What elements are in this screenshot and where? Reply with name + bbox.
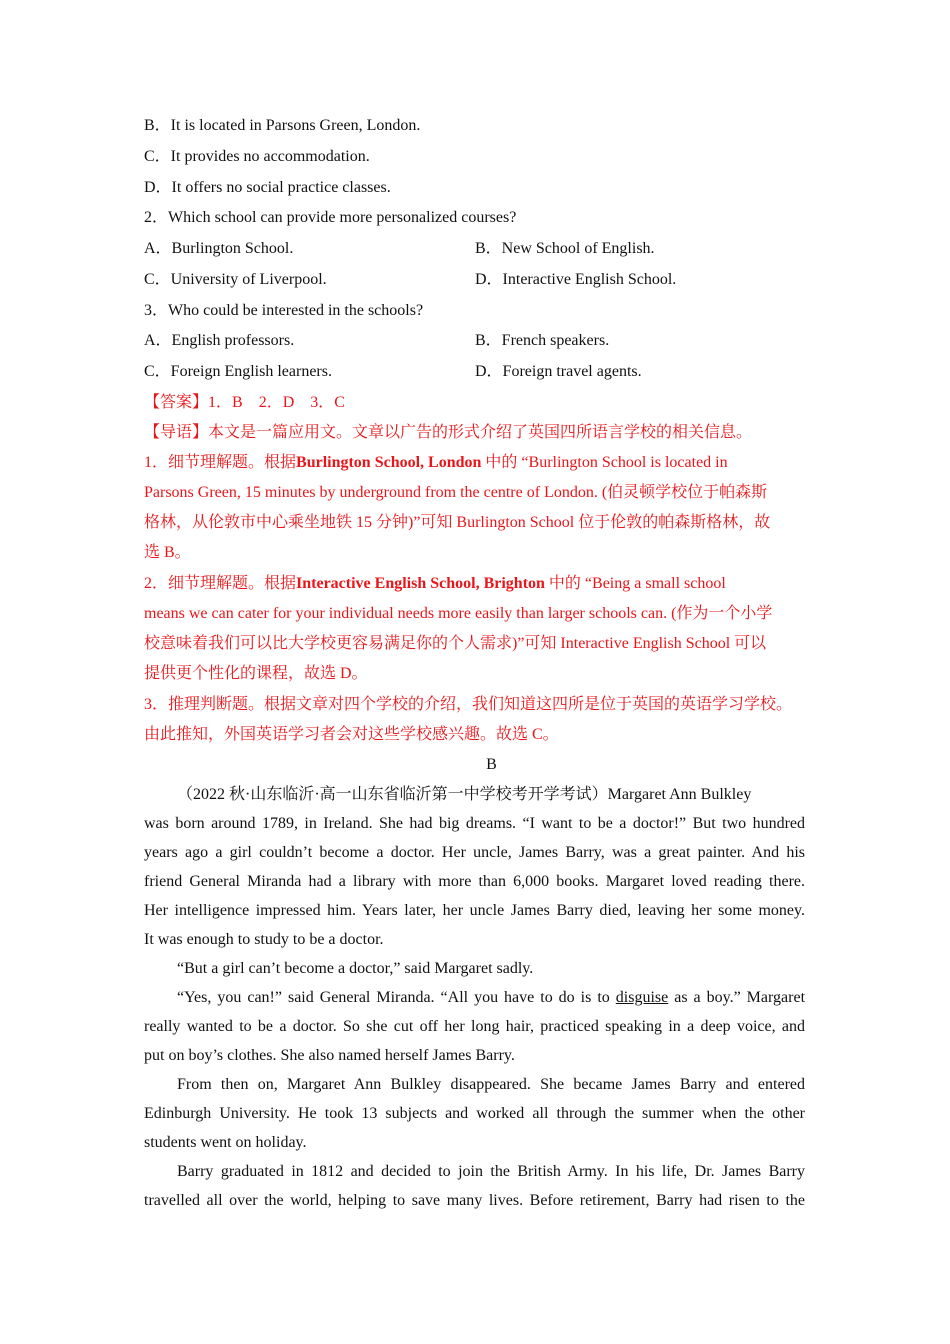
q2-stem: 2．Which school can provide more personalized courses? xyxy=(144,209,517,226)
q2-option-b: B．New School of English. xyxy=(475,240,655,257)
q3-option-b: B．French speakers. xyxy=(475,332,610,349)
q3-option-c: C．Foreign English learners. xyxy=(144,363,332,380)
passage-p1-line-4: friend General Miranda had a library with more than 6,000 books. Margaret loved reading there. xyxy=(144,873,805,890)
passage-p3-line-3: put on boy’s clothes. She also named herself James Barry. xyxy=(144,1047,515,1064)
q3-option-d: D．Foreign travel agents. xyxy=(475,363,642,380)
exp1-text-post: 中的 “Burlington School is located in xyxy=(485,454,728,471)
passage-p3-line-1 xyxy=(177,988,805,1008)
section-label: B xyxy=(486,756,497,773)
exp3-line-2: 由此推知，外国英语学习者会对这些学校感兴趣。故选 C。 xyxy=(144,726,559,743)
underlined-word: disguise xyxy=(615,989,669,1006)
passage-p3-text-post: as a boy.” Margaret xyxy=(674,989,806,1006)
exp1-line-2: Parsons Green, 15 minutes by underground from the centre of London. (伯灵顿学校位于帕森斯 xyxy=(144,484,768,501)
exp1-line-3: 格林，从伦敦市中心乘坐地铁 15 分钟)”可知 Burlington School 位于伦敦的帕森斯格林，故 xyxy=(144,514,771,531)
passage-p4-line-2: Edinburgh University. He took 13 subjects and worked all through the summer when the other xyxy=(144,1105,805,1122)
exp3-line-1: 3．推理判断题。根据文章对四个学校的介绍，我们知道这四所是位于英国的英语学习学校。 xyxy=(144,696,793,713)
passage-p1-line-6: It was enough to study to be a doctor. xyxy=(144,931,384,948)
passage-p3-line-2: really wanted to be a doctor. So she cut off her long hair, practiced speaking in a deep voice, and xyxy=(144,1018,805,1035)
answer-text: 1．B 2．D 3．C xyxy=(208,394,345,411)
q1-option-c: C．It provides no accommodation. xyxy=(144,148,370,165)
q1-option-d: D．It offers no social practice classes. xyxy=(144,179,391,196)
exp1-bold-text: Burlington School, London xyxy=(296,454,482,471)
answer-label: 【答案】 xyxy=(144,394,209,411)
exp2-text: 2．细节理解题。根据 xyxy=(144,575,297,592)
passage-p1-line-3: years ago a girl couldn’t become a doctor. Her uncle, James Barry, was a great painter. And his xyxy=(144,844,805,861)
exp2-bold-text: Interactive English School, Brighton xyxy=(296,575,545,592)
exp1-line-1 xyxy=(144,453,728,473)
guide-text: 本文是一篇应用文。文章以广告的形式介绍了英国四所语言学校的相关信息。 xyxy=(208,424,753,441)
exp2-line-2: means we can cater for your individual needs more easily than larger schools can. (作为一个小学 xyxy=(144,605,773,622)
exp2-line-1 xyxy=(144,574,726,594)
guide-label: 【导语】 xyxy=(144,424,209,441)
q2-option-a: A．Burlington School. xyxy=(144,240,294,257)
passage-p4-line-1: From then on, Margaret Ann Bulkley disappeared. She became James Barry and entered xyxy=(177,1076,805,1093)
exp2-line-3: 校意味着我们可以比大学校更容易满足你的个人需求)”可知 Interactive English School 可以 xyxy=(144,635,767,652)
passage-p4-line-3: students went on holiday. xyxy=(144,1134,307,1151)
exp2-line-4: 提供更个性化的课程，故选 D。 xyxy=(144,665,368,682)
q3-stem: 3．Who could be interested in the schools? xyxy=(144,302,424,319)
exp2-text-post: 中的 “Being a small school xyxy=(548,575,726,592)
passage-p1-line-2: was born around 1789, in Ireland. She had big dreams. “I want to be a doctor!” But two hundred xyxy=(144,815,805,832)
guide-line xyxy=(144,423,752,443)
passage-p2: “But a girl can’t become a doctor,” said Margaret sadly. xyxy=(177,960,534,977)
passage-p1-line-5: Her intelligence impressed him. Years later, her uncle James Barry died, leaving her some money. xyxy=(144,902,805,919)
q3-option-a: A．English professors. xyxy=(144,332,295,349)
passage-p5-line-2: travelled all over the world, helping to save many lives. Before retirement, Barry had risen to the xyxy=(144,1192,805,1209)
q2-option-c: C．University of Liverpool. xyxy=(144,271,327,288)
passage-p3-text: “Yes, you can!” said General Miranda. “All you have to do is to xyxy=(177,989,610,1006)
answer-line xyxy=(144,393,345,413)
exp1-line-4: 选 B。 xyxy=(144,544,191,561)
exp1-text: 1．细节理解题。根据 xyxy=(144,454,297,471)
passage-p1-line-1: （2022 秋·山东临沂·高一山东省临沂第一中学校考开学考试）Margaret Ann Bulkley xyxy=(177,786,752,803)
passage-p5-line-1: Barry graduated in 1812 and decided to join the British Army. In his life, Dr. James Barry xyxy=(177,1163,805,1180)
q2-option-d: D．Interactive English School. xyxy=(475,271,677,288)
q1-option-b: B．It is located in Parsons Green, London. xyxy=(144,117,421,134)
